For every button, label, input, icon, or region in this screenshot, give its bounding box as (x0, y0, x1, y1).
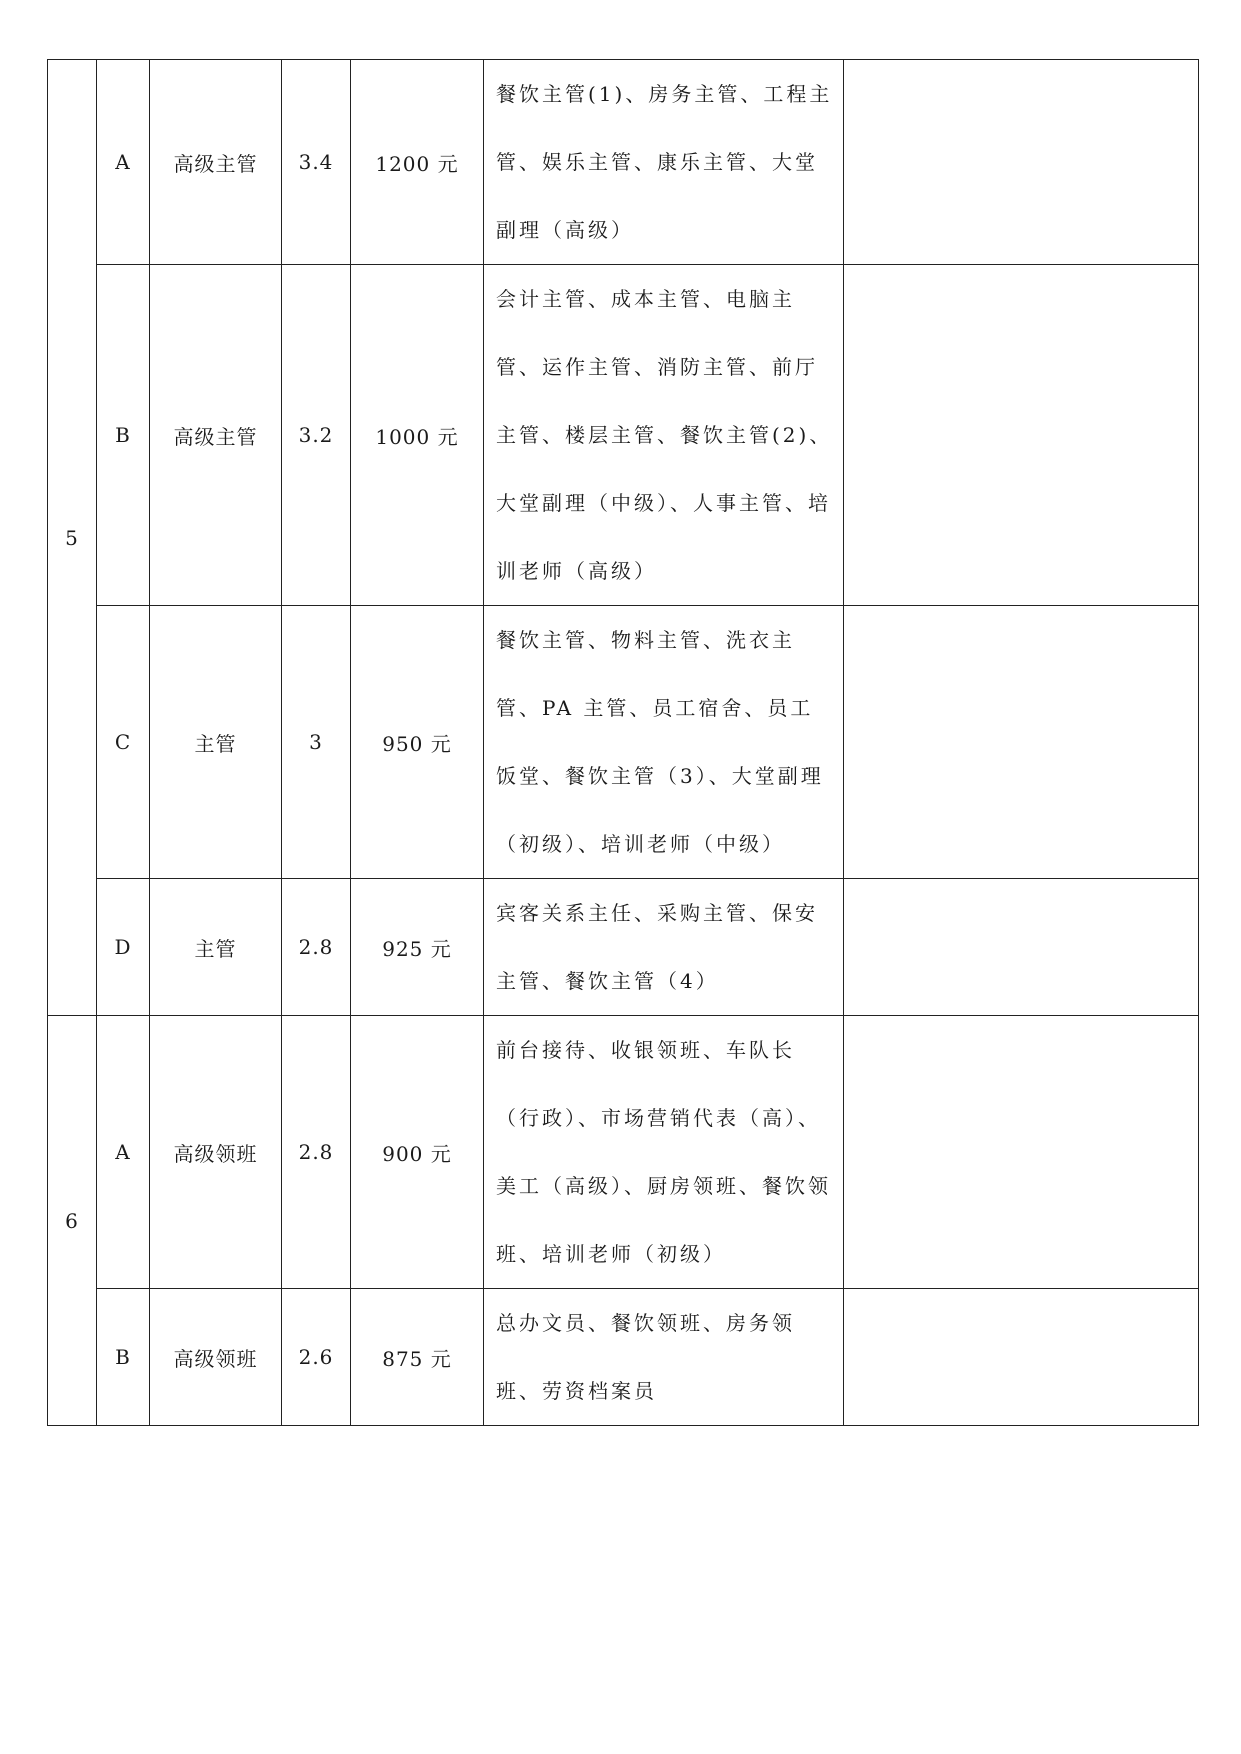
table-row (48, 265, 1199, 606)
remark-cell (844, 879, 1199, 1016)
job-title-cell: 主管 (150, 606, 282, 879)
sub-grade-cell: C (97, 606, 150, 879)
coefficient-cell: 2.8 (282, 879, 351, 1016)
grade-level-cell: 5 (48, 60, 97, 1016)
sub-grade-cell: A (97, 1016, 150, 1289)
grade-level-cell: 6 (48, 1016, 97, 1426)
remark-cell (844, 1289, 1199, 1426)
salary-cell: 950 元 (351, 606, 484, 879)
sub-grade-cell: B (97, 265, 150, 606)
coefficient-cell: 3.2 (282, 265, 351, 606)
table-row (48, 1016, 1199, 1289)
sub-grade-cell: A (97, 60, 150, 265)
coefficient-cell: 2.8 (282, 1016, 351, 1289)
salary-cell: 875 元 (351, 1289, 484, 1426)
table-row (48, 1289, 1199, 1426)
remark-cell (844, 265, 1199, 606)
remark-cell (844, 606, 1199, 879)
job-title-cell: 高级领班 (150, 1289, 282, 1426)
positions-cell: 宾客关系主任、采购主管、保安主管、餐饮主管（4） (484, 879, 844, 1016)
salary-cell: 925 元 (351, 879, 484, 1016)
positions-cell: 餐饮主管、物料主管、洗衣主管、PA 主管、员工宿舍、员工饭堂、餐饮主管（3）、大堂副理（初级）、培训老师（中级） (484, 606, 844, 879)
positions-cell: 前台接待、收银领班、车队长（行政）、市场营销代表（高）、美工（高级）、厨房领班、餐饮领班、培训老师（初级） (484, 1016, 844, 1289)
positions-cell: 餐饮主管(1)、房务主管、工程主管、娱乐主管、康乐主管、大堂副理（高级） (484, 60, 844, 265)
remark-cell (844, 60, 1199, 265)
table-row (48, 60, 1199, 265)
table-row (48, 879, 1199, 1016)
remark-cell (844, 1016, 1199, 1289)
coefficient-cell: 3.4 (282, 60, 351, 265)
salary-cell: 1000 元 (351, 265, 484, 606)
positions-cell: 总办文员、餐饮领班、房务领班、劳资档案员 (484, 1289, 844, 1426)
salary-cell: 1200 元 (351, 60, 484, 265)
sub-grade-cell: D (97, 879, 150, 1016)
job-title-cell: 高级领班 (150, 1016, 282, 1289)
salary-grade-table (47, 59, 1199, 1426)
coefficient-cell: 2.6 (282, 1289, 351, 1426)
coefficient-cell: 3 (282, 606, 351, 879)
job-title-cell: 高级主管 (150, 60, 282, 265)
positions-cell: 会计主管、成本主管、电脑主管、运作主管、消防主管、前厅主管、楼层主管、餐饮主管(2)、大堂副理（中级）、人事主管、培训老师（高级） (484, 265, 844, 606)
salary-cell: 900 元 (351, 1016, 484, 1289)
job-title-cell: 高级主管 (150, 265, 282, 606)
table-row (48, 606, 1199, 879)
job-title-cell: 主管 (150, 879, 282, 1016)
sub-grade-cell: B (97, 1289, 150, 1426)
